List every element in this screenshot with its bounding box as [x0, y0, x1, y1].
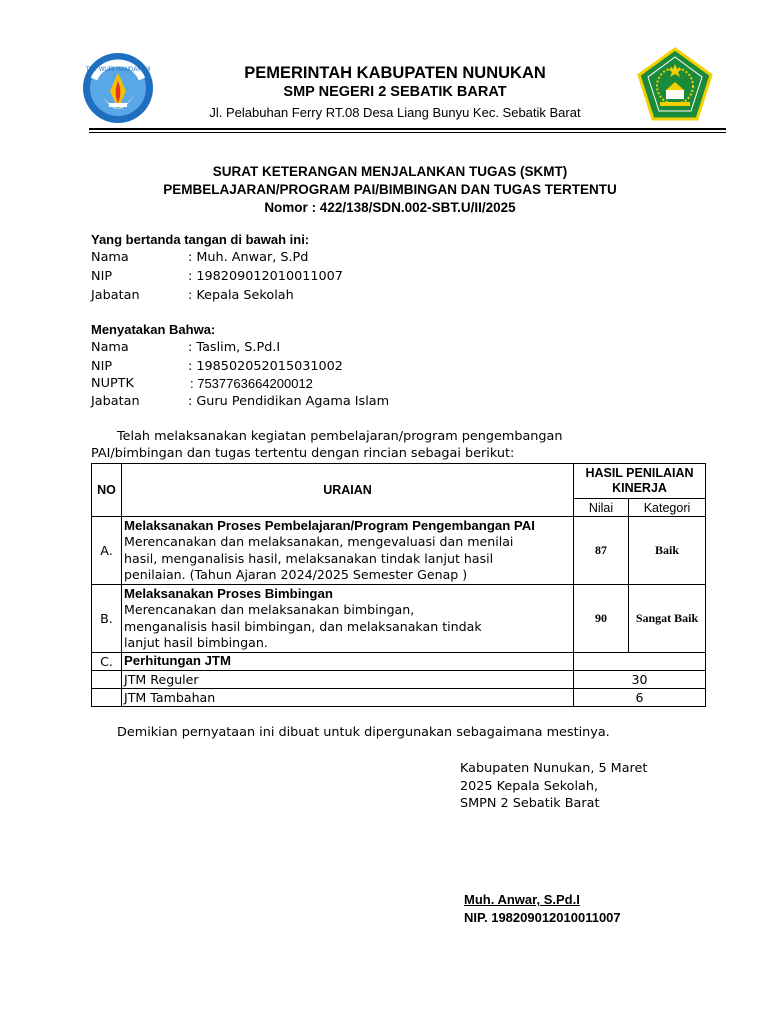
header-no: NO [92, 464, 122, 517]
header-uraian: URAIAN [122, 464, 574, 517]
signer-label-nip: NIP [91, 269, 113, 284]
jtm-tambahan-value: 6 [574, 688, 706, 706]
row-jtm-tambahan-no [92, 688, 122, 706]
row-b-title: Melaksanakan Proses Bimbingan [124, 586, 333, 601]
closing-statement: Demikian pernyataan ini dibuat untuk dipergunakan sebagaimana mestinya. [117, 725, 610, 740]
document-number: Nomor : 422/138/SDN.002-SBT.U/II/2025 [264, 200, 516, 215]
paragraph-line-2: PAI/bimbingan dan tugas tertentu dengan rincian sebagai berikut: [91, 446, 515, 461]
table-row [92, 517, 706, 585]
table-row [92, 670, 706, 688]
header-nilai: Nilai [574, 499, 629, 517]
row-b-uraian [122, 585, 574, 653]
table-row [92, 652, 706, 670]
row-b-line-2: menganalisis hasil bimbingan, dan melaksanakan tindak [124, 618, 482, 634]
row-a-line-1: Merencanakan dan melaksanakan, mengevaluasi dan menilai [124, 534, 514, 549]
school-address: Jl. Pelabuhan Ferry RT.08 Desa Liang Bunyu Kec. Sebatik Barat [209, 105, 581, 120]
signature-nip: NIP. 198209012010011007 [464, 910, 621, 925]
subject-value-nama: : Taslim, S.Pd.I [188, 340, 281, 355]
instansi-name: PEMERINTAH KABUPATEN NUNUKAN [244, 64, 546, 82]
row-a-nilai: 87 [574, 517, 629, 585]
jtm-reguler-label: JTM Reguler [122, 670, 574, 688]
row-c-no: C. [92, 652, 122, 670]
signature-name: Muh. Anwar, S.Pd.I [464, 892, 580, 907]
signer-value-jabatan: : Kepala Sekolah [188, 288, 294, 303]
declare-intro: Menyatakan Bahwa: [91, 322, 216, 337]
signer-value-nama: : Muh. Anwar, S.Pd [188, 250, 309, 265]
row-a-line-2: hasil, menganalisis hasil, melaksanakan tindak lanjut hasil [124, 550, 494, 566]
signature-school: SMPN 2 Sebatik Barat [460, 796, 600, 811]
signature-place-date: Kabupaten Nunukan, 5 Maret [460, 761, 648, 776]
subject-label-nama: Nama [91, 340, 129, 355]
paragraph-line-1: Telah melaksanakan kegiatan pembelajaran/program pengembangan [117, 429, 563, 444]
subject-label-jabatan: Jabatan [91, 394, 140, 409]
row-a-uraian [122, 517, 574, 585]
signature-position: 2025 Kepala Sekolah, [460, 779, 599, 794]
subject-label-nip: NIP [91, 359, 113, 374]
header-hasil: HASIL PENILAIAN KINERJA [574, 464, 706, 499]
signer-label-jabatan: Jabatan [91, 288, 140, 303]
tut-wuri-handayani-logo [80, 51, 156, 125]
task-table [91, 463, 706, 707]
title-line-2: PEMBELAJARAN/PROGRAM PAI/BIMBINGAN DAN TUGAS TERTENTU [163, 182, 617, 197]
row-b-line-3: lanjut hasil bimbingan. [124, 635, 268, 650]
logo-motto: TUT WURI HANDAYANI [85, 67, 151, 73]
subject-value-jabatan: : Guru Pendidikan Agama Islam [188, 394, 390, 409]
jtm-tambahan-label: JTM Tambahan [122, 688, 574, 706]
subject-value-nip: : 198502052015031002 [188, 359, 343, 374]
row-b-kategori: Sangat Baik [629, 585, 706, 653]
row-a-title: Melaksanakan Proses Pembelajaran/Program Pengembangan PAI [124, 518, 535, 533]
subject-label-nuptk: NUPTK [91, 376, 134, 391]
signer-label-nama: Nama [91, 250, 129, 265]
school-name: SMP NEGERI 2 SEBATIK BARAT [283, 84, 507, 100]
subject-value-nuptk: : 7537763664200012 [190, 376, 313, 391]
row-a-no: A. [92, 517, 122, 585]
letterhead-divider-thick [89, 128, 726, 130]
letterhead-divider-thin [89, 132, 726, 133]
row-c-empty [574, 652, 706, 670]
jtm-reguler-value: 30 [574, 670, 706, 688]
row-b-nilai: 90 [574, 585, 629, 653]
table-row [92, 585, 706, 653]
title-line-1: SURAT KETERANGAN MENJALANKAN TUGAS (SKMT) [212, 164, 568, 179]
signer-value-nip: : 198209012010011007 [188, 269, 343, 284]
header-kategori: Kategori [629, 499, 706, 517]
signer-intro: Yang bertanda tangan di bawah ini: [91, 232, 310, 247]
table-row [92, 688, 706, 706]
row-b-no: B. [92, 585, 122, 653]
row-a-line-3: penilaian. (Tahun Ajaran 2024/2025 Semester Genap ) [124, 567, 468, 582]
row-jtm-reguler-no [92, 670, 122, 688]
kemenag-logo [636, 46, 714, 124]
row-a-kategori: Baik [629, 517, 706, 585]
row-c-title: Perhitungan JTM [122, 652, 574, 670]
row-b-line-1: Merencanakan dan melaksanakan bimbingan, [124, 602, 415, 617]
